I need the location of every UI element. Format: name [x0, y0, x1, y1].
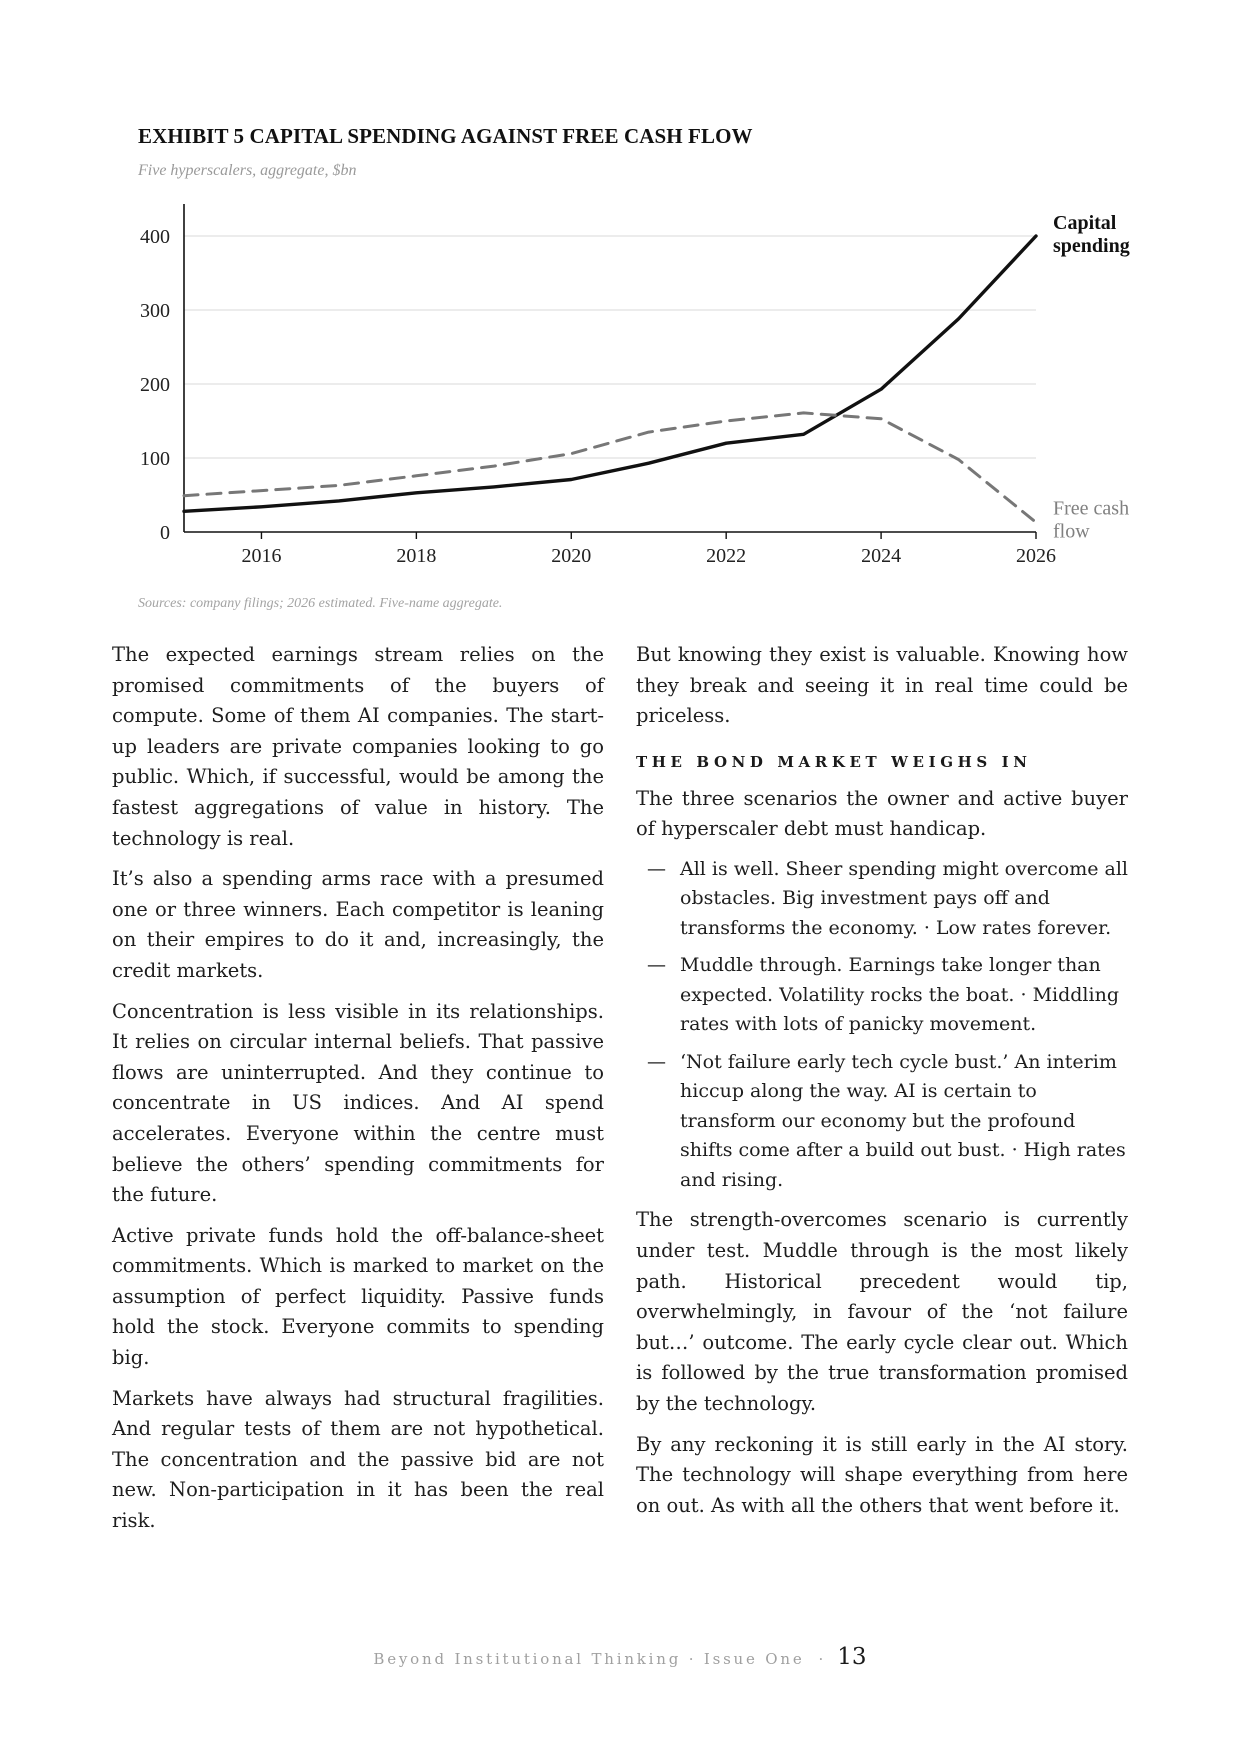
scenario-item: [636, 855, 1128, 944]
section-heading: THE BOND MARKET WEIGHS IN: [636, 752, 1032, 771]
scenario-item: [636, 951, 1128, 1040]
scenario-text: Muddle through. Earnings take longer than expected. Volatility rocks the boat. · Middling rates with lots of panicky movement.: [680, 954, 1119, 1036]
scenario-item: [636, 1048, 1128, 1196]
right-text-column: [636, 640, 1128, 1531]
page-footer: [0, 1644, 1240, 1670]
line-chart: [0, 0, 1240, 600]
body-paragraph: By any reckoning it is still early in the AI story. The technology will shape everything from here on out. As with all the others that went before it.: [636, 1432, 1128, 1517]
fcf-series-line: [184, 413, 1036, 523]
scenario-list: [636, 855, 1128, 1196]
x-tick-label: 2022: [706, 545, 747, 567]
scenario-text: All is well. Sheer spending might overcome all obstacles. Big investment pays off and transforms the economy. · Low rates forever.: [680, 857, 1128, 939]
fcf-series-label: Free cash: [1053, 497, 1130, 520]
fcf-series-label: flow: [1053, 520, 1090, 543]
capex-series-line: [184, 236, 1036, 511]
y-tick-label: 400: [140, 226, 170, 248]
y-tick-label: 0: [160, 522, 170, 544]
body-paragraph: Markets have always had structural fragilities. And regular tests of them are not hypothetical. The concentration and the passive bid are not new. Non-participation in it has been the real risk.: [112, 1386, 604, 1533]
exhibit-subtitle: Five hyperscalers, aggregate, $bn: [138, 162, 357, 179]
chart-source-note: Sources: company filings; 2026 estimated. Five-name aggregate.: [138, 596, 503, 611]
exhibit-title: EXHIBIT 5 CAPITAL SPENDING AGAINST FREE CASH FLOW: [138, 124, 753, 148]
capex-series-label: spending: [1053, 235, 1130, 257]
body-paragraph: It’s also a spending arms race with a presumed one or three winners. Each competitor is leaning on their empires to do it and, increasingly, the credit markets.: [112, 867, 604, 982]
x-tick-label: 2016: [241, 545, 282, 567]
footer-separator: ·: [818, 1650, 824, 1668]
page-number: 13: [837, 1644, 867, 1670]
left-text-column: [112, 640, 604, 1547]
body-paragraph: The three scenarios the owner and active buyer of hyperscaler debt must handicap.: [636, 786, 1128, 841]
x-tick-label: 2020: [551, 545, 592, 567]
capex-series-label: Capital: [1053, 212, 1117, 234]
y-tick-label: 100: [140, 448, 170, 470]
dash-marker: —: [647, 1050, 666, 1073]
publication-name: Beyond Institutional Thinking · Issue One: [373, 1650, 805, 1668]
x-tick-label: 2026: [1016, 545, 1056, 567]
body-paragraph: The expected earnings stream relies on the promised commitments of the buyers of compute. Some of them AI companies. The start-up leaders are private companies looking to go public. Which, if successful, would be among the fastest aggregations of value in history. The technology is real.: [112, 643, 604, 850]
body-paragraph: Concentration is less visible in its relationships. It relies on circular internal beliefs. That passive flows are uninterrupted. And they continue to concentrate in US indices. And AI spend accelerates. Everyone within the centre must believe the others’ spending commitments for the future.: [112, 999, 604, 1207]
y-tick-label: 200: [140, 374, 170, 396]
x-tick-label: 2024: [861, 545, 902, 567]
body-paragraph: The strength-overcomes scenario is currently under test. Muddle through is the most likely path. Historical precedent would tip, overwhelmingly, in favour of the ‘not failure but…’ outcome. The early cycle clear out. Which is followed by the true transformation promised by the technology.: [636, 1208, 1128, 1416]
dash-marker: —: [647, 954, 666, 977]
dash-marker: —: [647, 857, 666, 880]
y-tick-label: 300: [140, 300, 170, 322]
x-tick-label: 2018: [396, 545, 437, 567]
body-paragraph: Active private funds hold the off-balance-sheet commitments. Which is marked to market on the assumption of perfect liquidity. Passive funds hold the stock. Everyone commits to spending big.: [112, 1223, 604, 1370]
scenario-text: ‘Not failure early tech cycle bust.’ An interim hiccup along the way. AI is certain to transform our economy but the profound shifts come after a build out bust. · High rates and rising.: [680, 1050, 1126, 1191]
body-paragraph: But knowing they exist is valuable. Knowing how they break and seeing it in real time could be priceless.: [636, 643, 1128, 728]
